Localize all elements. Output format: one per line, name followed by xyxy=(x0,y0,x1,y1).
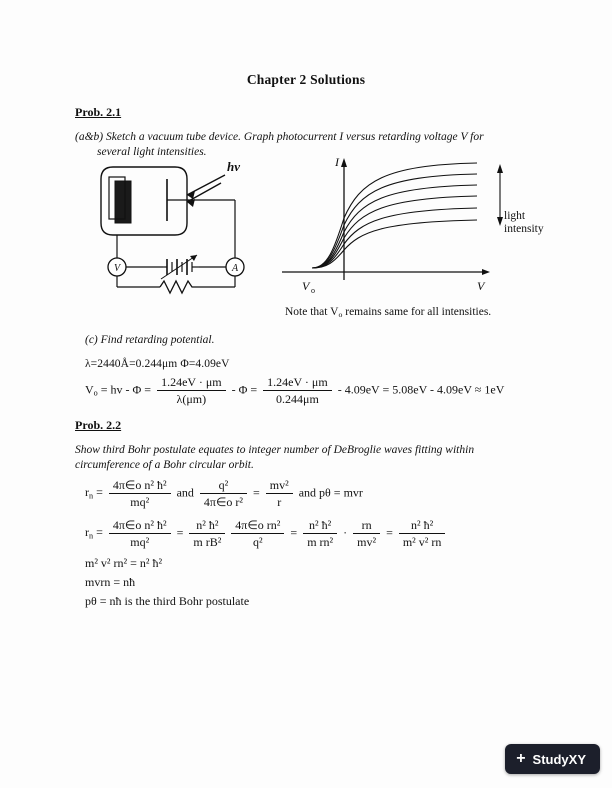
eq2-eq2: = xyxy=(287,525,301,540)
equation-retarding-potential xyxy=(85,375,504,406)
eq2-frac2-num: n² ħ² xyxy=(189,518,225,534)
eq-vo-lhs-sub: o xyxy=(93,388,98,398)
eq-vo-frac1 xyxy=(157,375,226,406)
intensity-label-line2: intensity xyxy=(504,223,544,235)
graph-note-prefix: Note that V xyxy=(285,306,339,318)
intensity-label-line1: light xyxy=(504,210,526,222)
eq2-frac3-den: q² xyxy=(253,535,263,549)
eq2-frac2 xyxy=(189,518,225,549)
problem-heading-2-2: Prob. 2.2 xyxy=(75,418,122,432)
graph-note-sub: o xyxy=(338,310,343,320)
problem-2-2-statement xyxy=(75,443,515,473)
eq1-eq: = xyxy=(250,485,263,500)
equation-bohr-line-3: m² v² rn² = n² ħ² xyxy=(85,556,163,570)
eq2-dot: · xyxy=(340,525,351,540)
eq-vo-frac2-num: 1.24eV · μm xyxy=(263,375,332,391)
eq-vo-tail: - 4.09eV = 5.08eV - 4.09eV ≈ 1eV xyxy=(334,382,505,397)
eq-vo-frac1-num: 1.24eV · μm xyxy=(157,375,226,391)
given-values-line: λ=2440Å=0.244μm Φ=4.09eV xyxy=(85,358,230,370)
eq1-frac2 xyxy=(200,478,247,509)
eq-vo-frac2-den: 0.244μm xyxy=(276,392,319,406)
graph-note-suffix: remains same for all intensities. xyxy=(342,306,492,318)
eq1-frac1-den: mq² xyxy=(130,495,150,509)
eq1-rn: $r_n$ = xyxy=(85,485,106,501)
eq-vo-frac1-den: λ(μm) xyxy=(176,392,207,406)
equation-bohr-line-1 xyxy=(85,478,363,509)
eq1-and1: and xyxy=(173,485,197,500)
svg-text:V: V xyxy=(302,279,310,293)
graph-intensity-label xyxy=(504,210,564,236)
eq-vo-mid: - Φ = xyxy=(228,382,261,397)
brand-label: StudyXY xyxy=(532,751,586,767)
svg-text:V: V xyxy=(477,279,485,293)
eq2-frac4 xyxy=(303,518,337,549)
svg-text:V: V xyxy=(113,263,121,274)
equation-bohr-line-5: pθ = nħ is the third Bohr postulate xyxy=(85,594,250,608)
eq2-frac5-num: rn xyxy=(353,518,380,534)
part-ab-line1: (a&b) Sketch a vacuum tube device. Graph photocurrent I versus retarding voltage V for xyxy=(75,131,484,143)
eq1-tail: and pθ = mvr xyxy=(295,485,363,500)
eq1-frac2-num: q² xyxy=(200,478,247,494)
equation-bohr-line-2 xyxy=(85,518,448,549)
eq2-frac5-den: mv² xyxy=(357,535,377,549)
statement-line1: Show third Bohr postulate equates to integer number of DeBroglie waves fitting within xyxy=(75,444,475,456)
svg-text:hv: hv xyxy=(227,159,240,174)
eq1-frac3-num: mv² xyxy=(266,478,293,494)
eq2-frac5 xyxy=(353,518,380,549)
eq2-frac6 xyxy=(399,518,446,549)
eq2-frac1-num: 4π∈o n² ħ² xyxy=(109,518,171,534)
page-title: Chapter 2 Solutions xyxy=(246,72,366,87)
eq1-frac3-den: r xyxy=(277,495,282,509)
part-ab-line2: several light intensities. xyxy=(97,146,207,158)
eq2-frac4-num: n² ħ² xyxy=(303,518,337,534)
eq1-frac3 xyxy=(266,478,293,509)
svg-text:I: I xyxy=(335,155,339,169)
eq1-frac1-num: 4π∈o n² ħ² xyxy=(109,478,171,494)
eq2-frac2-den: m rB² xyxy=(193,535,222,549)
eq2-frac4-den: m rn² xyxy=(307,535,334,549)
svg-text:A: A xyxy=(231,263,239,274)
photocurrent-graph-figure xyxy=(272,150,544,300)
eq2-frac6-den: m² v² rn xyxy=(402,535,442,549)
statement-line2: circumference of a Bohr circular orbit. xyxy=(75,459,254,471)
eq2-eq1: = xyxy=(173,525,187,540)
eq-vo-frac2 xyxy=(263,375,332,406)
eq-vo-equals: = hv - Φ = xyxy=(97,382,155,397)
eq-vo-lhs: V xyxy=(85,382,94,397)
eq2-frac3-num: 4π∈o rn² xyxy=(231,518,284,534)
equation-bohr-line-4: mvrn = nħ xyxy=(85,575,136,589)
eq2-frac3 xyxy=(231,518,284,549)
eq2-frac1 xyxy=(109,518,171,549)
eq2-rn: $r_n$ = xyxy=(85,525,106,541)
graph-note xyxy=(285,306,491,319)
eq1-frac1 xyxy=(109,478,171,509)
plus-icon: + xyxy=(516,750,526,767)
svg-text:o: o xyxy=(311,286,315,295)
problem-2-1-part-c: (c) Find retarding potential. xyxy=(85,334,215,346)
problem-heading-2-1: Prob. 2.1 xyxy=(75,105,122,119)
eq2-eq3: = xyxy=(383,525,396,540)
vacuum-tube-figure xyxy=(75,155,260,300)
eq2-frac1-den: mq² xyxy=(130,535,150,549)
studyxy-watermark-badge[interactable] xyxy=(505,744,600,774)
eq1-frac2-den: 4π∈o r² xyxy=(203,495,244,509)
eq2-frac6-num: n² ħ² xyxy=(399,518,446,534)
